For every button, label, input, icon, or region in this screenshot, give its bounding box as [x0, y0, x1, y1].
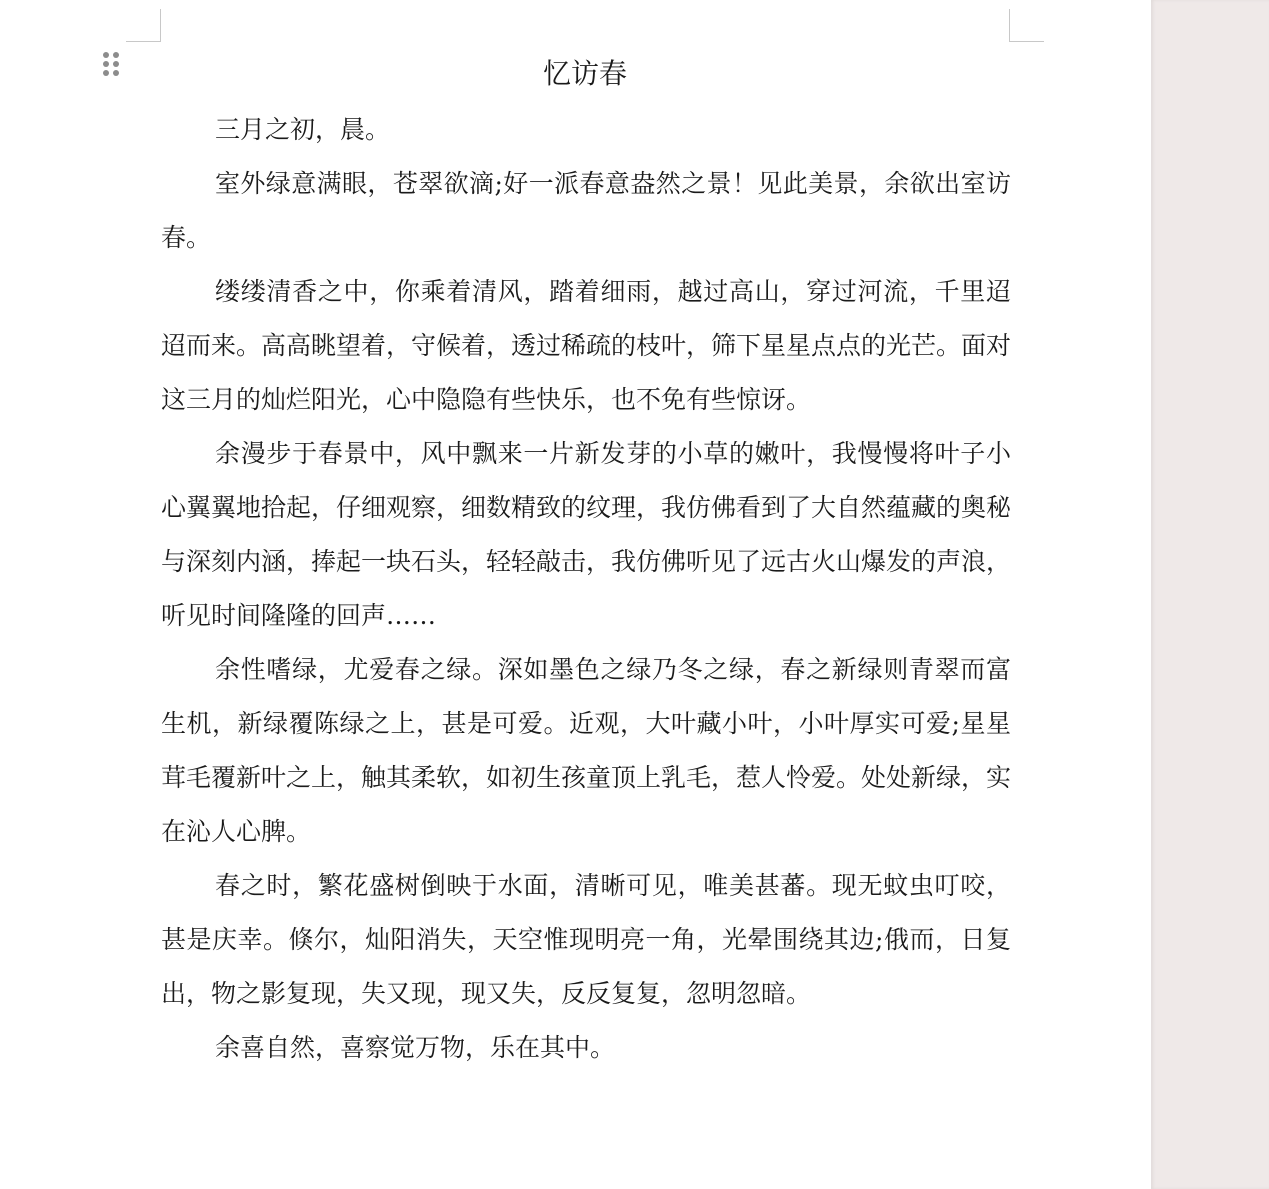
- drag-dot: [103, 61, 109, 67]
- paragraph[interactable]: 春之时，繁花盛树倒映于水面，清晰可见，唯美甚蕃。现无蚊虫叮咬，甚是庆幸。倏尔，灿阳消失，天空惟现明亮一角，光晕围绕其边;俄而，日复出，物之影复现，失又现，现又失，反反复复，忽明忽暗。: [161, 871, 1011, 1008]
- document-body[interactable]: [161, 103, 1011, 1075]
- document-title[interactable]: 忆访春: [542, 57, 627, 90]
- paragraph[interactable]: 三月之初，晨。: [215, 115, 391, 144]
- paragraph[interactable]: 余漫步于春景中，风中飘来一片新发芽的小草的嫩叶，我慢慢将叶子小心翼翼地拾起，仔细观察，细数精致的纹理，我仿佛看到了大自然蕴藏的奥秘与深刻内涵，捧起一块石头，轻轻敲击，我仿佛听见了远古火山爆发的声浪，听见时间隆隆的回声……: [161, 439, 1012, 630]
- crop-mark-top-left: [126, 9, 161, 42]
- page-side-margin: [1151, 0, 1269, 1189]
- paragraph[interactable]: 缕缕清香之中，你乘着清风，踏着细雨，越过高山，穿过河流，千里迢迢而来。高高眺望着，守候着，透过稀疏的枝叶，筛下星星点点的光芒。面对这三月的灿烂阳光，心中隐隐有些快乐，也不免有些惊讶。: [161, 277, 1012, 414]
- paragraph[interactable]: 余性嗜绿，尤爱春之绿。深如墨色之绿乃冬之绿，春之新绿则青翠而富生机，新绿覆陈绿之上，甚是可爱。近观，大叶藏小叶，小叶厚实可爱;星星茸毛覆新叶之上，触其柔软，如初生孩童顶上乳毛，惹人怜爱。处处新绿，实在沁人心脾。: [161, 655, 1012, 846]
- drag-dot: [113, 61, 119, 67]
- drag-dot: [113, 70, 119, 76]
- paragraph[interactable]: 余喜自然，喜察觉万物，乐在其中。: [215, 1033, 616, 1062]
- paragraph[interactable]: 室外绿意满眼，苍翠欲滴;好一派春意盎然之景！见此美景，余欲出室访春。: [161, 169, 1011, 252]
- drag-dot: [103, 52, 109, 58]
- drag-dot: [113, 52, 119, 58]
- drag-handle-icon[interactable]: [103, 52, 123, 82]
- drag-dot: [103, 70, 109, 76]
- crop-mark-top-right: [1009, 9, 1044, 42]
